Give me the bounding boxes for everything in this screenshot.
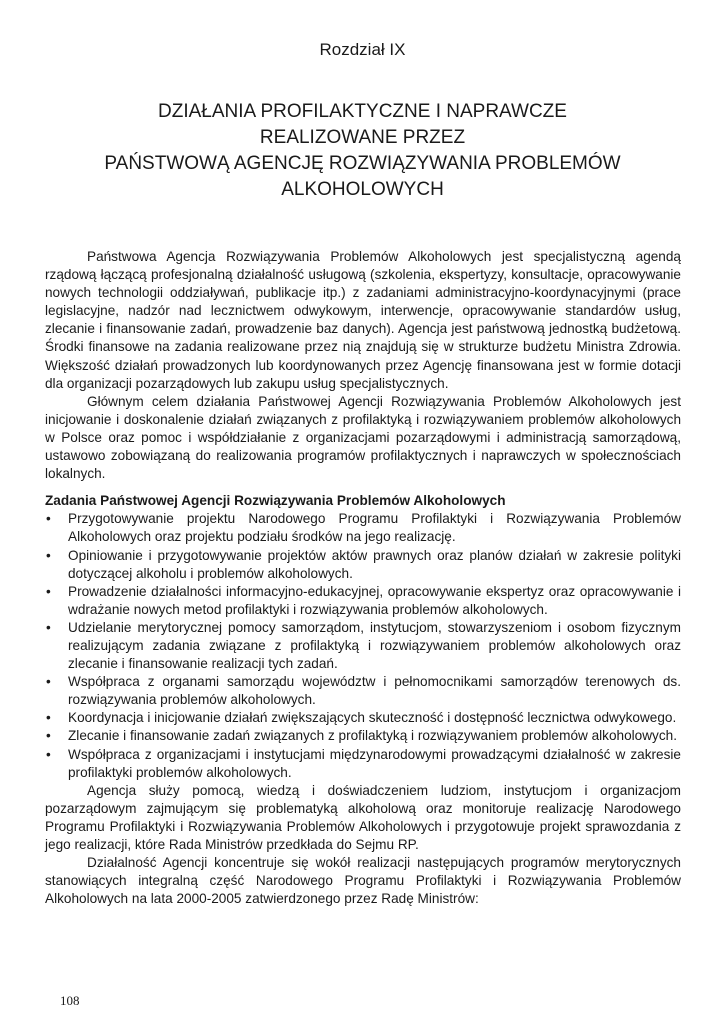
- body-text: [45, 248, 681, 908]
- bullet-icon: •: [46, 710, 51, 726]
- closing-paragraph: Działalność Agencji koncentruje się wokół realizacji następujących programów merytorycznych stanowiących integralną część Narodowego Programu Profilaktyki i Rozwiązywania Problemów Alkoholowych na lata 2000-2005 zatwierdzonego przez Radę Ministrów:: [45, 855, 681, 907]
- title-line: REALIZOWANE PRZEZ: [259, 127, 466, 148]
- list-item: [45, 673, 681, 709]
- bullet-icon: •: [46, 728, 51, 744]
- bullet-icon: •: [46, 746, 51, 762]
- list-item-text: Przygotowywanie projektu Narodowego Programu Profilaktyki i Rozwiązywania Problemów Alkoholowych oraz projektu podziału środków na jego realizację.: [68, 511, 681, 545]
- list-item: [45, 709, 681, 727]
- list-item: [45, 583, 681, 619]
- list-item-text: Udzielanie merytorycznej pomocy samorządom, instytucjom, stowarzyszeniom i osobom fizycznym realizującym zadania związane z profilaktyką i rozwiązywaniem problemów alkoholowych oraz zlecanie i finansowanie realizacji tych zadań.: [68, 619, 681, 672]
- list-item-text: Opiniowanie i przygotowywanie projektów aktów prawnych oraz planów działań w zakresie polityki dotyczącej alkoholu i problemów alkoholowych.: [68, 547, 681, 581]
- list-item-text: Koordynacja i inicjowanie działań zwiększających skuteczność i dostępność lecznictwa odwykowego.: [68, 710, 677, 726]
- page-number: 108: [60, 993, 80, 1008]
- list-item: [45, 510, 681, 546]
- list-item-text: Prowadzenie działalności informacyjno-edukacyjnej, opracowywanie ekspertyz oraz opracowywanie i wdrażanie nowych metod profilaktyki i rozwiązywania problemów alkoholowych.: [68, 583, 681, 617]
- list-item-text: Współpraca z organami samorządu województw i pełnomocnikami samorządów terenowych ds. rozwiązywania problemów alkoholowych.: [68, 674, 681, 708]
- closing-paragraph: Agencja służy pomocą, wiedzą i doświadczeniem ludziom, instytucjom i organizacjom pozarządowym zajmującym się problematyką alkoholową oraz monitoruje realizację Narodowego Programu Profilaktyki i Rozwiązywania Problemów Alkoholowych i przygotowuje projekt sprawozdania z jego realizacji, które Rada Ministrów przedkłada do Sejmu RP.: [45, 782, 681, 852]
- title-line: DZIAŁANIA PROFILAKTYCZNE I NAPRAWCZE: [158, 101, 567, 122]
- bullet-icon: •: [46, 674, 51, 690]
- list-item: [45, 727, 681, 745]
- list-item-text: Zlecanie i finansowanie zadań związanych z profilaktyką i rozwiązywaniem problemów alkoholowych.: [68, 728, 677, 744]
- section-heading: Zadania Państwowej Agencji Rozwiązywania Problemów Alkoholowych: [45, 493, 506, 509]
- tasks-list: [45, 510, 681, 781]
- list-item: [45, 746, 681, 782]
- bullet-icon: •: [46, 511, 51, 527]
- list-item: [45, 619, 681, 673]
- list-item-text: Współpraca z organizacjami i instytucjami międzynarodowymi prowadzącymi działalność w zakresie profilaktyki problemów alkoholowych.: [68, 746, 681, 780]
- list-item: [45, 547, 681, 583]
- intro-paragraph: Państwowa Agencja Rozwiązywania Problemów Alkoholowych jest specjalistyczną agendą rządową łączącą profesjonalną działalność usługową (szkolenia, ekspertyzy, konsultacje, opracowywanie nowych technologii oddziaływań, publikacje itp.) z zadaniami administracyjno-koordynacyjnymi (prace legislacyjne, nadzór nad lecznictwem odwykowym, interwencje, opracowywanie standardów usług, zlecanie i finansowanie zadań, prowadzenie baz danych). Agencja jest państwową jednostką budżetową. Środki finansowe na zadania realizowane przez nią znajdują się w strukturze budżetu Ministra Zdrowia. Większość działań prowadzonych lub koordynowanych przez Agencję finansowana jest w formie dotacji dla organizacji pozarządowych lub zakupu usług specjalistycznych.: [45, 249, 681, 391]
- goal-paragraph: Głównym celem działania Państwowej Agencji Rozwiązywania Problemów Alkoholowych jest inicjowanie i doskonalenie działań związanych z profilaktyką i rozwiązywaniem problemów alkoholowych w Polsce oraz pomoc i współdziałanie z organizacjami pozarządowymi i administracją samorządową, ustawowo zobowiązaną do realizowania programów profilaktycznych i naprawczych w społecznościach lokalnych.: [45, 393, 681, 482]
- title-line: ALKOHOLOWYCH: [281, 179, 444, 200]
- chapter-label: Rozdział IX: [319, 40, 406, 59]
- chapter-title: [40, 99, 685, 203]
- bullet-icon: •: [46, 547, 51, 563]
- bullet-icon: •: [46, 619, 51, 635]
- title-line: PAŃSTWOWĄ AGENCJĘ ROZWIĄZYWANIA PROBLEMÓW: [104, 153, 621, 174]
- bullet-icon: •: [46, 583, 51, 599]
